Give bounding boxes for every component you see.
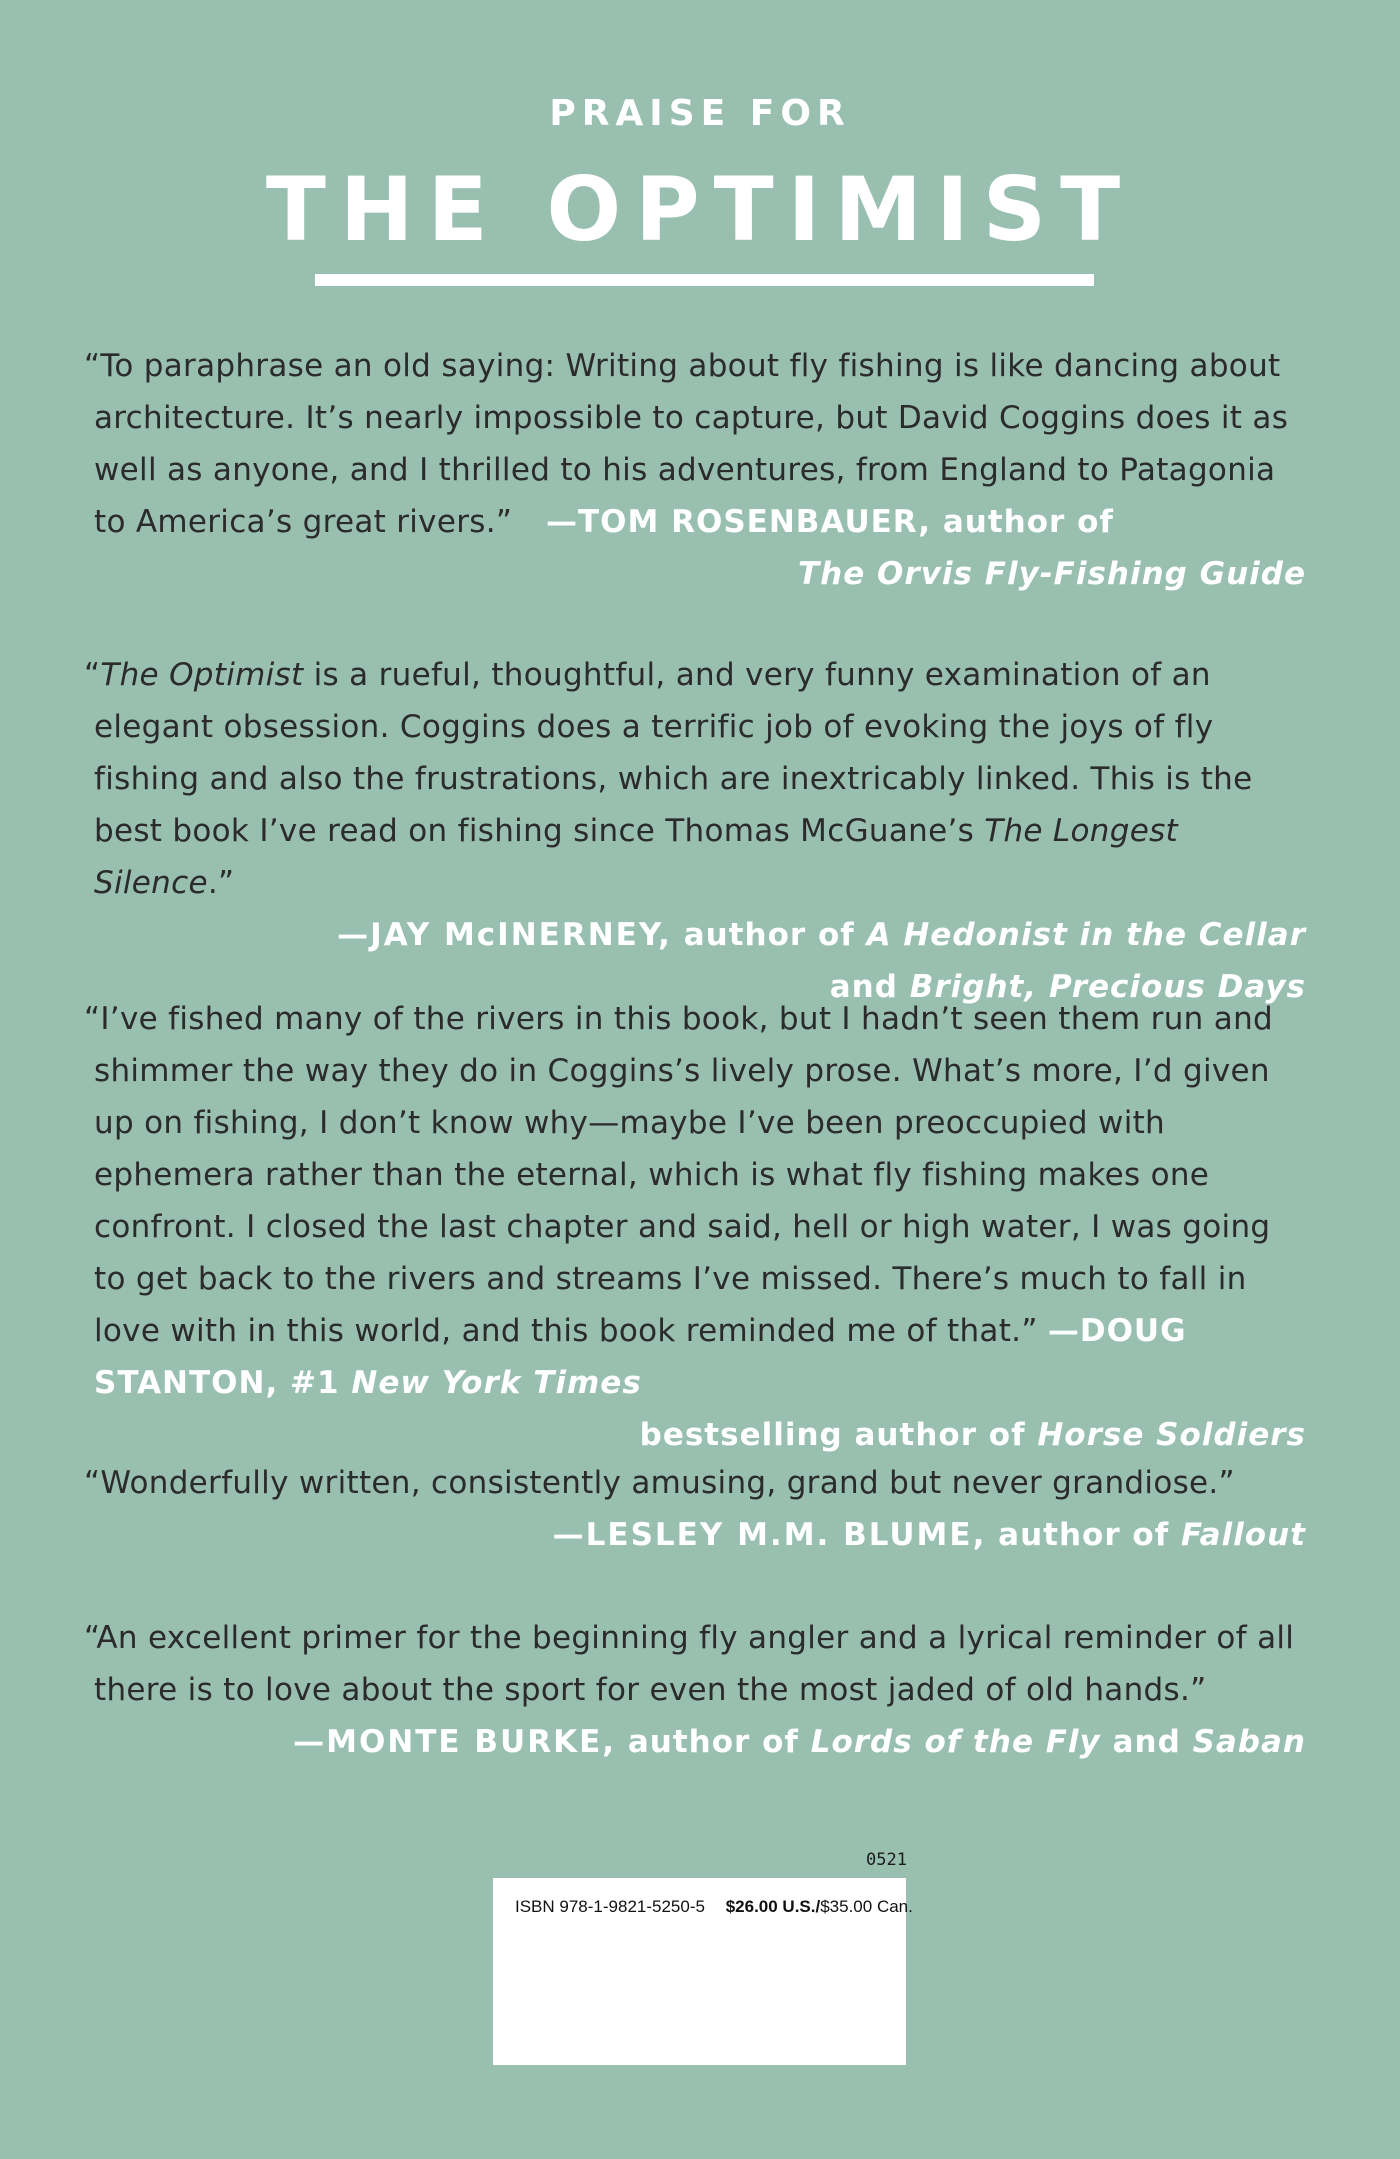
blurb-text: “To paraphrase an old saying: Writing about fly fishing is like dancing about architecture. It’s nearly impossible to capture, but David Coggins does it as well as anyone, and I thrilled to his adventures, from England to Patagonia to America’s great rivers.” (84, 348, 1289, 540)
blurb-lesley-blume (84, 1457, 1306, 1561)
barcode-box (493, 1878, 913, 2065)
price-can: $35.00 Can. (820, 1897, 913, 1916)
attribution-book: Fallout (1181, 1517, 1306, 1553)
isbn-number: ISBN 978-1-9821-5250-5 (515, 1897, 705, 1916)
attribution-name: —LESLEY M.M. BLUME, (552, 1517, 987, 1553)
attribution-book-2: Saban (1192, 1724, 1306, 1760)
blurb-doug-stanton: “I’ve fished many of the rivers in this book, but I hadn’t seen them run and shimmer the way they do in Coggins’s lively prose. What’s more, I’d given up on fishing, I don’t know why—maybe I’ve been preoccupied with ephemera rather than the eternal, which is what fly fishing makes one confront. I closed the last chapter and said, hell or high water, I was going to get back to the rivers and streams I’ve missed. There’s much to fall in love with in this world, and this book reminded me of that.” —DOUG STANTON, #1 New York Times bestselling author of Horse Soldiers (84, 1001, 1306, 1453)
attribution-book-2: Bright, Precious Days (909, 969, 1306, 1005)
attribution-name: —TOM ROSENBAUER, (545, 504, 932, 540)
attribution-name: —DOUG STANTON, (94, 1313, 1187, 1401)
blurb-monte-burke: “An excellent primer for the beginning fly angler and a lyrical reminder of all there is to love about the sport for even the most jaded of old hands.” —MONTE BURKE, author of Lords of the Fly and Saban (84, 1612, 1306, 1768)
attribution-book-2: Horse Soldiers (1037, 1417, 1306, 1453)
attribution-role: author of (942, 504, 1114, 540)
attribution-name: —MONTE BURKE, (293, 1724, 617, 1760)
attribution-role: author of (683, 917, 855, 953)
blurb-text: “Wonderfully written, consistently amusing, grand but never grandiose.” (84, 1465, 1235, 1501)
praise-for-heading: PRAISE FOR (549, 93, 851, 134)
attribution-book: New York Times (351, 1365, 642, 1401)
title-underline (315, 274, 1094, 286)
attribution-role: bestselling author of (639, 1417, 1026, 1453)
attribution-role: author of (998, 1517, 1170, 1553)
attribution-book: A Hedonist in the Cellar (866, 917, 1306, 953)
price-us: $26.00 U.S./ (725, 1897, 821, 1916)
blurb-text: “I’ve fished many of the rivers in this book, but I hadn’t seen them run and shimmer the way they do in Coggins’s lively prose. What’s more, I’d given up on fishing, I don’t know why—maybe I’ve been preoccupied with ephemera rather than the eternal, which is what fly fishing makes one confront. I closed the last chapter and said, hell or high water, I was going to get back to the rivers and streams I’ve missed. There’s much to fall in love with in this world, and this book reminded me of that.” (84, 1001, 1273, 1349)
price-code: 0521 (866, 1850, 907, 1870)
attribution-book: Lords of the Fly (810, 1724, 1101, 1760)
blurb-tom-rosenbauer (84, 340, 1306, 600)
attribution-role: author of (627, 1724, 799, 1760)
blurb-text: is a rueful, thoughtful, and very funny examination of an elegant obsession. Coggins does a terrific job of evoking the joys of fly fishing and also the frustrations, which are inextricably linked. This is the best book I’ve read on fishing since Thomas McGuane’s (94, 657, 1253, 849)
attribution-name: —JAY McINERNEY, (337, 917, 672, 953)
blurb-text: “An excellent primer for the beginning fly angler and a lyrical reminder of all there is to love about the sport for even the most jaded of old hands.” (84, 1620, 1295, 1708)
blurb-book-title-2: The Longest Silence (94, 813, 1178, 901)
blurb-book-title: The Optimist (100, 657, 304, 693)
book-title: THE OPTIMIST (265, 158, 1135, 261)
blurb-jay-mcinerney: “The Optimist is a rueful, thoughtful, and very funny examination of an elegant obsession. Coggins does a terrific job of evoking the joys of fly fishing and also the frustrations, which are inextricably linked. This is the best book I’ve read on fishing since Thomas McGuane’s The Longest Silence.” —JAY McINERNEY, author of A Hedonist in the Cellar and Bright, Precious Days (84, 657, 1306, 1005)
attribution-book: The Orvis Fly-Fishing Guide (798, 556, 1306, 592)
